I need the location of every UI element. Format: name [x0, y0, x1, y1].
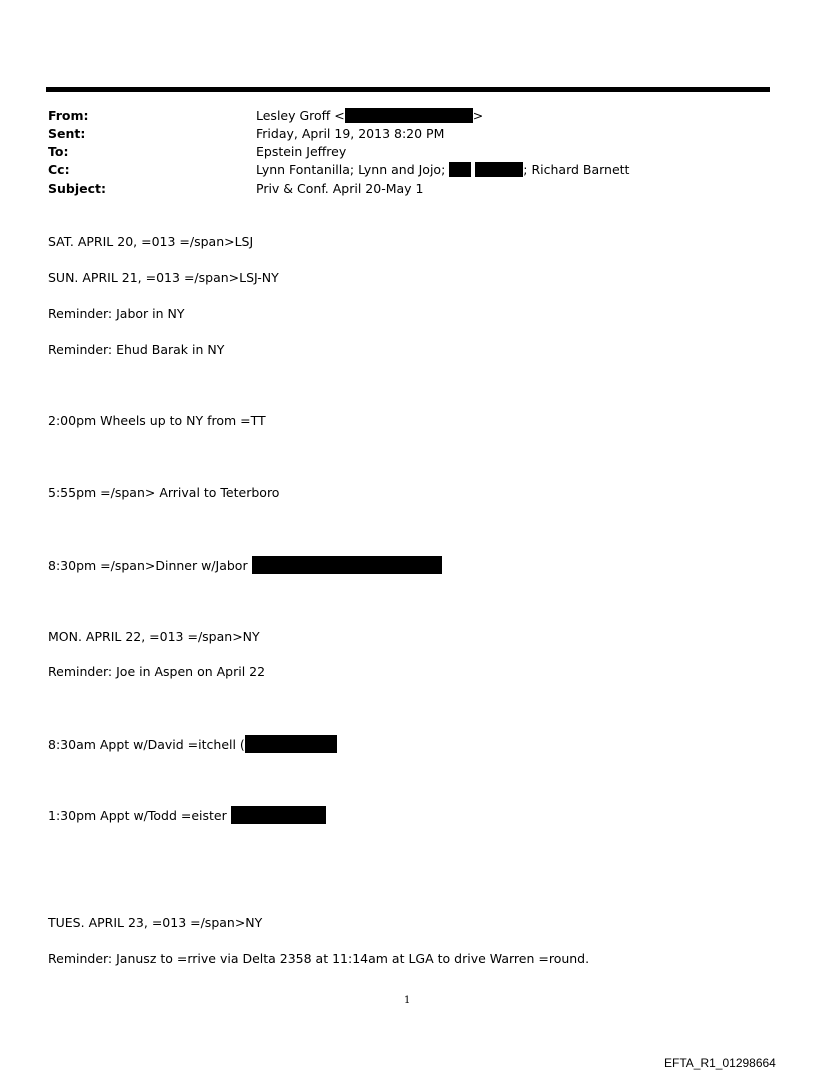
subject-value: Priv & Conf. April 20-May 1 [256, 181, 424, 196]
header-rule [46, 87, 770, 92]
from-name: Lesley Groff < [256, 108, 345, 123]
body-line: Reminder: Jabor in NY [48, 306, 185, 321]
to-label: To: [48, 144, 69, 159]
cc-value-end: ; Richard Barnett [523, 162, 630, 177]
cc-value [256, 161, 629, 179]
body-line: Reminder: Janusz to =rrive via Delta 2358 at 11:14am at LGA to drive Warren =round. [48, 951, 590, 966]
body-line [48, 735, 337, 754]
body-line: 2:00pm Wheels up to NY from =TT [48, 413, 266, 428]
redaction-box [475, 162, 523, 177]
body-line: SUN. APRIL 21, =013 =/span>LSJ-NY [48, 270, 279, 285]
body-line-text: 8:30pm =/span>Dinner w/Jabor [48, 558, 248, 573]
cc-value-start: Lynn Fontanilla; Lynn and Jojo; [256, 162, 446, 177]
to-value: Epstein Jeffrey [256, 144, 347, 159]
redaction-box [449, 162, 471, 177]
body-line [48, 556, 442, 575]
redaction-box [231, 806, 326, 824]
cc-label: Cc: [48, 162, 70, 177]
subject-label: Subject: [48, 181, 106, 196]
sent-label: Sent: [48, 126, 86, 141]
from-value [256, 107, 483, 125]
sent-value: Friday, April 19, 2013 8:20 PM [256, 126, 445, 141]
from-close: > [472, 108, 484, 123]
body-line: MON. APRIL 22, =013 =/span>NY [48, 629, 260, 644]
body-line: Reminder: Ehud Barak in NY [48, 342, 225, 357]
body-line [48, 806, 326, 825]
redaction-box [345, 108, 473, 123]
from-label: From: [48, 108, 89, 123]
body-line: 5:55pm =/span> Arrival to Teterboro [48, 485, 280, 500]
page-number: 1 [404, 995, 411, 1006]
redaction-box [252, 556, 442, 574]
document-id: EFTA_R1_01298664 [664, 1056, 776, 1070]
redaction-box [245, 735, 337, 753]
body-line: SAT. APRIL 20, =013 =/span>LSJ [48, 234, 254, 249]
body-line: Reminder: Joe in Aspen on April 22 [48, 664, 266, 679]
body-line-text: 1:30pm Appt w/Todd =eister [48, 808, 227, 823]
body-line-text: 8:30am Appt w/David =itchell ( [48, 737, 245, 752]
body-line: TUES. APRIL 23, =013 =/span>NY [48, 915, 263, 930]
